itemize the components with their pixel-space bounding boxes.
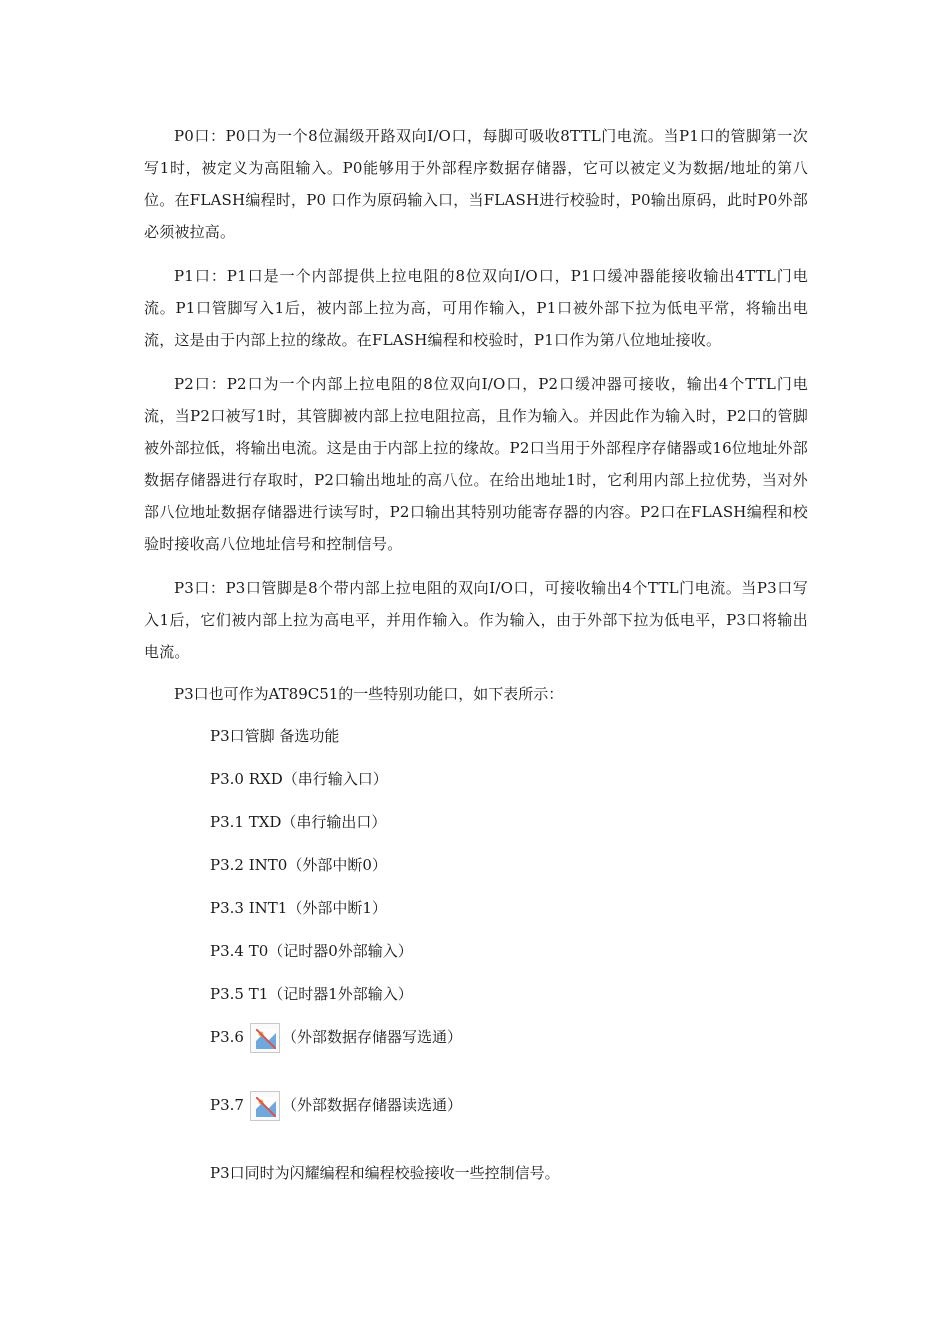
pin-desc: （外部数据存储器读选通） xyxy=(281,1096,462,1114)
pin-row-p3-7 xyxy=(210,1091,808,1125)
broken-image-icon xyxy=(250,1091,280,1121)
pin-row-p3-3: P3.3 INT1（外部中断1） xyxy=(210,899,387,917)
pin-row-p3-5: P3.5 T1（记时器1外部输入） xyxy=(210,985,413,1003)
pin-name: P3.7 xyxy=(210,1096,244,1114)
pin-row-p3-2: P3.2 INT0（外部中断0） xyxy=(210,856,387,874)
paragraph-p2: P2口：P2口为一个内部上拉电阻的8位双向I/O口，P2口缓冲器可接收，输出4个TTL门电流，当P2口被写1时，其管脚被内部上拉电阻拉高，且作为输入。并因此作为输入时，P2口的管脚被外部拉低，将输出电流。这是由于内部上拉的缘故。P2口当用于外部程序存储器或16位地址外部数据存储器进行存取时，P2口输出地址的高八位。在给出地址1时，它利用内部上拉优势，当对外部八位地址数据存储器进行读写时，P2口输出其特别功能寄存器的内容。P2口在FLASH编程和校验时接收高八位地址信号和控制信号。 xyxy=(144,375,808,553)
paragraph-p0: P0口：P0口为一个8位漏级开路双向I/O口，每脚可吸收8TTL门电流。当P1口的管脚第一次写1时，被定义为高阻输入。P0能够用于外部程序数据存储器，它可以被定义为数据/地址的第八位。在FLASH编程时，P0 口作为原码输入口，当FLASH进行校验时，P0输出原码，此时P0外部必须被拉高。 xyxy=(144,127,808,241)
pin-function-list xyxy=(144,722,808,1125)
pin-row-p3-6 xyxy=(210,1023,808,1057)
paragraph-p3: P3口：P3口管脚是8个带内部上拉电阻的双向I/O口，可接收输出4个TTL门电流。当P3口写入1后，它们被内部上拉为高电平，并用作输入。作为输入，由于外部下拉为低电平，P3口将输出电流。 xyxy=(144,579,808,661)
paragraph-p1: P1口：P1口是一个内部提供上拉电阻的8位双向I/O口，P1口缓冲器能接收输出4TTL门电流。P1口管脚写入1后，被内部上拉为高，可用作输入，P1口被外部下拉为低电平常，将输出电流，这是由于内部上拉的缘故。在FLASH编程和校验时，P1口作为第八位地址接收。 xyxy=(144,267,808,349)
pin-row-p3-1: P3.1 TXD（串行输出口） xyxy=(210,813,387,831)
pin-row-p3-4: P3.4 T0（记时器0外部输入） xyxy=(210,942,413,960)
pin-desc: （外部数据存储器写选通） xyxy=(281,1028,462,1046)
pin-row-p3-0: P3.0 RXD（串行输入口） xyxy=(210,770,388,788)
broken-image-icon xyxy=(250,1023,280,1053)
paragraph-intro: P3口也可作为AT89C51的一些特别功能口，如下表所示： xyxy=(174,685,564,703)
document-page xyxy=(144,120,808,1187)
pin-name: P3.6 xyxy=(210,1028,244,1046)
pin-table-header: P3口管脚 备选功能 xyxy=(210,727,340,745)
paragraph-closing: P3口同时为闪耀编程和编程校验接收一些控制信号。 xyxy=(210,1164,560,1182)
